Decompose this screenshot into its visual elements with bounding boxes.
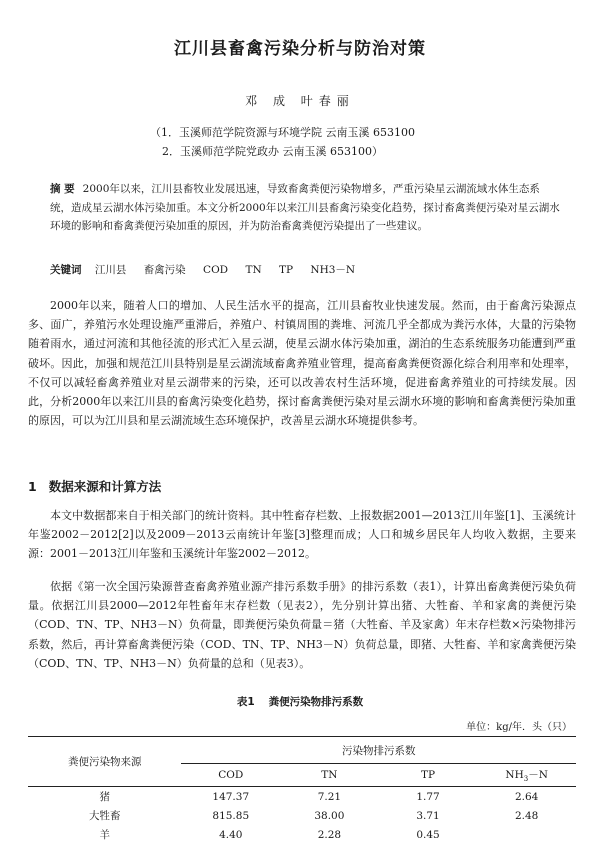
- cell-source: 大牲畜: [88, 810, 121, 822]
- cell-source: 猪: [99, 791, 110, 803]
- abstract-label: 摘 要: [50, 183, 75, 195]
- author-names: 邓 成 叶春丽: [245, 94, 355, 108]
- cell-tp: 3.71: [416, 809, 440, 822]
- keyword: 江川县: [94, 264, 127, 276]
- abstract: [50, 180, 560, 236]
- affiliation-2: 2．玉溪师范学院党政办 云南玉溪 653100）: [162, 145, 383, 158]
- cell-tn: 7.21: [317, 790, 342, 803]
- keyword: TN: [245, 264, 262, 276]
- cell-nh3: [477, 825, 576, 844]
- cell-tp: 1.77: [416, 790, 440, 803]
- cell-nh3: 2.48: [514, 809, 539, 822]
- keyword: 畜禽污染: [143, 264, 186, 276]
- section-number: 1: [28, 479, 37, 494]
- table-number: 表1: [236, 696, 255, 708]
- paper-title: 江川县畜禽污染分析与防治对策: [174, 39, 426, 59]
- keywords: [50, 262, 560, 277]
- table-title: 粪便污染物排污系数: [268, 696, 364, 708]
- keyword: COD: [203, 264, 229, 276]
- abstract-text: 2000年以来，江川县畜牧业发展迅速，导致畜禽粪便污染物增多，严重污染星云湖流域水体生态系统，造成星云湖水体污染加重。本文分析2000年以来江川县畜禽污染变化趋势，探讨畜禽粪便污染对星云湖水环境的影响和畜禽粪便污染加重的原因，并为防治畜禽粪便污染提出了一些建议。: [50, 183, 560, 232]
- cell-tp: 0.45: [416, 828, 440, 841]
- cell-tn: 2.28: [317, 828, 342, 841]
- table-row: [28, 825, 576, 844]
- cell-source: 羊: [99, 829, 110, 841]
- keyword: NH3－N: [310, 264, 356, 276]
- cell-cod: 4.40: [219, 828, 243, 841]
- table-header-tp: TP: [379, 764, 478, 787]
- table-row: [28, 806, 576, 825]
- cell-nh3: 2.64: [514, 790, 539, 803]
- table-header-group: 污染物排污系数: [181, 737, 576, 764]
- intro-paragraph: 2000年以来，随着人口的增加、人民生活水平的提高，江川县畜牧业快速发展。然而，由于畜禽污染源点多、面广，养殖污水处理设施严重滞后，养殖户、村镇周围的粪堆、河流几乎全都成为粪污水体，大量的污染物随着雨水，通过河流和其他径流的形式汇入星云湖，使星云湖水体污染加重，湖泊的生态系统服务功能遭到严重破坏。因此，加强和规范江川县特别是星云湖流域畜禽养殖业管理，提高畜禽粪便资源化综合利用率和处理率，不仅可以减轻畜禽养殖业对星云湖带来的污染，还可以改善农村生活环境，促进畜禽养殖业的可持续发展。因此，分析2000年以来江川县的畜禽污染变化趋势，探讨畜禽粪便污染对星云湖水环境的影响和畜禽粪便污染加重的原因，可以为江川县和星云湖流域生态环境保护，改善星云湖水环境提供参考。: [28, 299, 576, 428]
- cell-cod: 815.85: [212, 809, 250, 822]
- table-caption: [0, 694, 600, 709]
- cell-tn: 38.00: [314, 809, 345, 822]
- table-unit: 单位：kg/年．头（只）: [466, 722, 572, 733]
- table-header-source: 粪便污染物来源: [28, 737, 181, 787]
- section-title: 数据来源和计算方法: [48, 479, 162, 494]
- affiliation-1: （1．玉溪师范学院资源与环境学院 云南玉溪 653100: [150, 126, 415, 139]
- table-header-tn: TN: [280, 764, 379, 787]
- cell-cod: 147.37: [212, 790, 250, 803]
- section-heading: [28, 477, 161, 495]
- keyword: TP: [278, 264, 294, 276]
- emission-coefficient-table: [28, 736, 576, 844]
- method-paragraph: 依据《第一次全国污染源普查畜禽养殖业源产排污系数手册》的排污系数（表1），计算出畜禽粪便污染负荷量。依据江川县2000—2012年牲畜年末存栏数（见表2），先分别计算出猪、大牲畜、羊和家禽的粪便污染（COD、TN、TP、NH3－N）负荷量，即粪便污染负荷量＝猪（大牲畜、羊及家禽）年末存栏数×污染物排污系数，然后，再计算畜禽粪便污染（COD、TN、TP、NH3－N）负荷总量，即猪、大牲畜、羊和家禽粪便污染（COD、TN、TP、NH3－N）负荷量的总和（见表3）。: [28, 580, 576, 670]
- table-row: [28, 787, 576, 807]
- table-header-nh3: $NH_3-N$: [477, 764, 576, 787]
- data-source-paragraph: 本文中数据都来自于相关部门的统计资料。其中牲畜存栏数、上报数据2001—2013江川年鉴[1]、玉溪统计年鉴2002－2012[2]以及2009－2013云南统计年鉴[3]整理而成；人口和城乡居民年人均收入数据，主要来源：2001－2013江川年鉴和玉溪统计年鉴2002－2012。: [28, 509, 576, 561]
- table-header-cod: COD: [181, 764, 280, 787]
- keywords-label: 关键词: [50, 264, 82, 276]
